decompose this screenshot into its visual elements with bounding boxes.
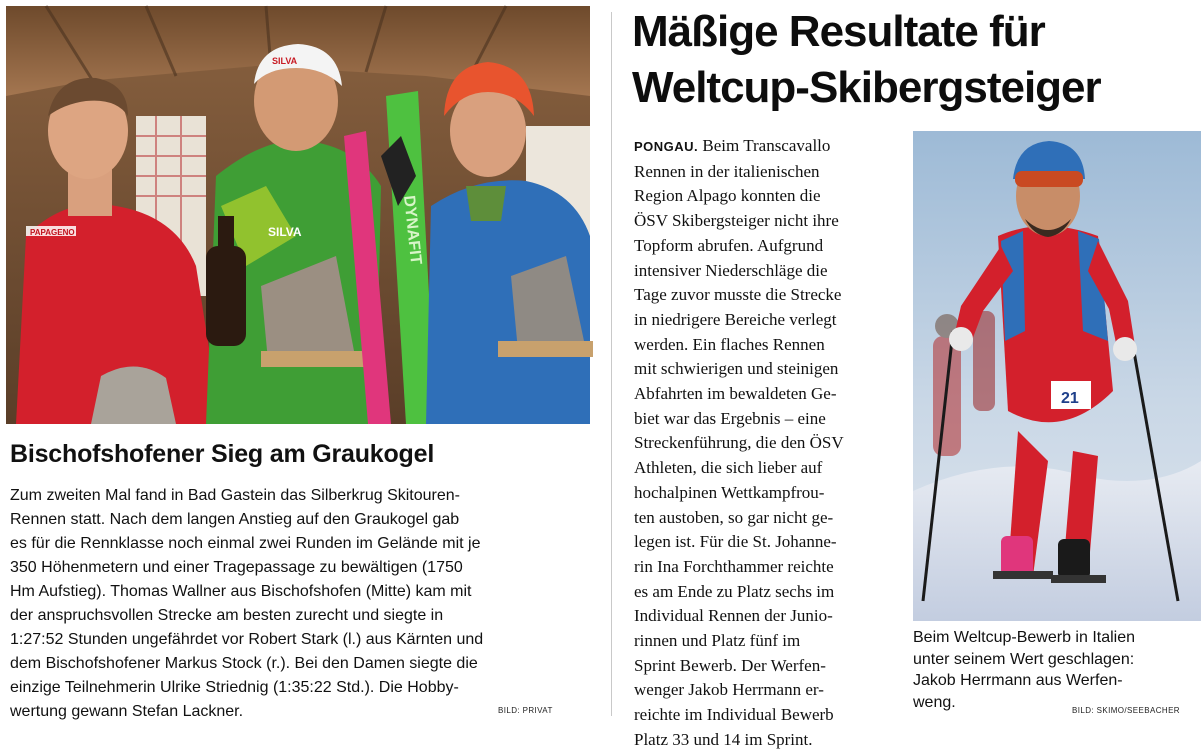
body-line: einzige Teilnehmerin Ulrike Striednig (1:35:22 Std.). Die Hobby- (10, 679, 459, 696)
body-line: Hm Aufstieg). Thomas Wallner aus Bischofshofen (Mitte) kam mit (10, 583, 472, 600)
body-line: rin Ina Forchthammer reichte (634, 556, 834, 576)
body-line: es für die Rennklasse noch einmal zwei Runden im Gelände mit je (10, 535, 481, 552)
headline-line: Mäßige Resultate für (632, 7, 1045, 56)
body-line: Zum zweiten Mal fand in Bad Gastein das Silberkrug Skitouren- (10, 487, 460, 504)
dateline: PONGAU. (634, 139, 699, 154)
body-line: Topform abrufen. Aufgrund (634, 235, 824, 255)
body-line: in niedrigere Bereiche verlegt (634, 309, 837, 329)
podium-illustration (6, 6, 590, 424)
cap-text: SILVA (272, 56, 298, 66)
body-line: Streckenführung, die den ÖSV (634, 433, 844, 453)
photo-credit-right: BILD: SKIMO/SEEBACHER (1072, 706, 1180, 715)
right-article (620, 0, 1202, 749)
caption-line: Beim Weltcup-Bewerb in Italien (913, 629, 1136, 646)
right-headline (632, 4, 1197, 116)
left-article (0, 0, 600, 724)
body-line: Abfahrten im bewaldeten Ge- (634, 384, 837, 404)
body-line: Individual Rennen der Junio- (634, 606, 833, 626)
body-line: der anspruchsvollen Strecke am besten zurecht und siegte in (10, 607, 444, 624)
headline-line: Weltcup-Skibergsteiger (632, 63, 1101, 112)
body-line: rinnen und Platz fünf im (634, 631, 801, 651)
body-line: legen ist. Für die St. Johanne- (634, 532, 837, 552)
body-line: Rennen in der italienischen (634, 161, 820, 181)
body-line: Platz 33 und 14 im Sprint. (634, 729, 813, 749)
right-body-text (634, 134, 904, 753)
skimo-illustration (913, 131, 1201, 621)
jersey-left-text: PAPAGENO (30, 228, 75, 237)
body-line: hochalpinen Wettkampfrou- (634, 482, 825, 502)
bib-number: 21 (1061, 390, 1079, 407)
body-line: 1:27:52 Stunden ungefährdet vor Robert Stark (l.) aus Kärnten und (10, 631, 484, 648)
caption-line: Jakob Herrmann aus Werfen- (913, 672, 1123, 689)
body-line: Region Alpago konnten die (634, 186, 821, 206)
body-line: biet war das Ergebnis – eine (634, 408, 826, 428)
body-line: werden. Ein flaches Rennen (634, 334, 825, 354)
body-line: Sprint Bewerb. Der Werfen- (634, 655, 826, 675)
body-line: Tage zuvor musste die Strecke (634, 285, 842, 305)
body-line: Rennen statt. Nach dem langen Anstieg auf den Graukogel gab (10, 511, 460, 528)
body-line: mit schwierigen und steinigen (634, 359, 839, 379)
caption-line: unter seinem Wert geschlagen: (913, 650, 1135, 668)
podium-photo (6, 6, 590, 424)
body-line: PONGAU. Beim Transcavallo (634, 136, 831, 155)
photo-credit-left: BILD: PRIVAT (498, 706, 553, 715)
left-headline: Bischofshofener Sieg am Graukogel (10, 440, 435, 468)
body-line: wertung gewann Stefan Lackner. (10, 703, 244, 720)
photo-caption (913, 627, 1203, 713)
body-line: 350 Höhenmetern und einer Tragepassage zu bewältigen (1750 (10, 559, 463, 576)
body-line: es am Ende zu Platz sechs im (634, 581, 835, 601)
body-line: intensiver Niederschläge die (634, 260, 828, 280)
body-line: dem Bischofshofener Markus Stock (r.). Bei den Damen siegte die (10, 655, 478, 672)
skimo-photo (913, 131, 1201, 621)
body-line: ÖSV Skibergsteiger nicht ihre (634, 211, 839, 231)
caption-line: weng. (913, 693, 956, 711)
column-divider (611, 12, 612, 716)
body-line: reichte im Individual Bewerb (634, 705, 834, 725)
ski-brand-text: DYNAFIT (400, 194, 425, 266)
left-body-text (10, 484, 595, 724)
body-line: Athleten, die sich lieber auf (634, 458, 823, 478)
body-line: wenger Jakob Herrmann er- (634, 680, 824, 700)
jersey-middle-text: SILVA (268, 225, 302, 239)
body-line: ten austoben, so gar nicht ge- (634, 507, 834, 527)
